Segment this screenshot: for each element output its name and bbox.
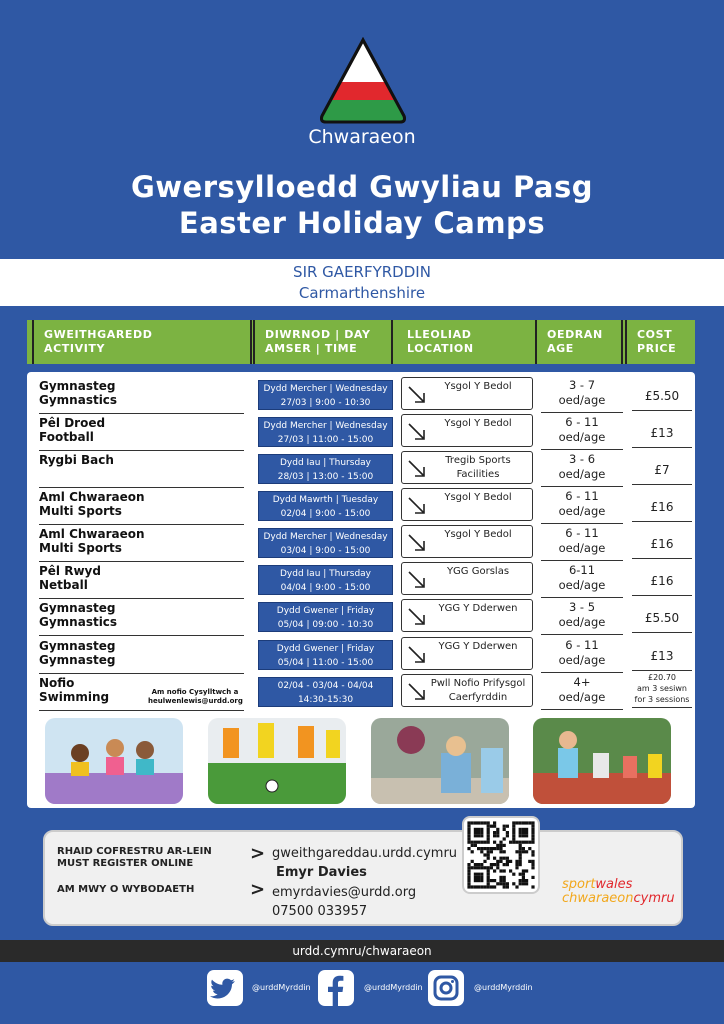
twitter-handle[interactable]: @urddMyrddin	[252, 983, 311, 992]
table-row: Pêl Droed Football	[39, 416, 244, 451]
location-cell: YGG Gorslas	[401, 562, 533, 595]
table-row: Aml Chwaraeon Multi Sports	[39, 527, 244, 562]
date-time-cell: Dydd Mercher | Wednesday 27/03 | 9:00 - 10:30	[258, 380, 393, 410]
location-cell: Tregib Sports Facilities	[401, 451, 533, 484]
table-row: Aml Chwaraeon Multi Sports	[39, 490, 244, 525]
age-cell: 6 - 11 oed/age	[541, 526, 623, 561]
facebook-icon[interactable]	[318, 970, 354, 1006]
sport-wales-logo: sportwales chwaraeoncymru	[562, 877, 675, 906]
register-label: RHAID COFRESTRU AR-LEIN MUST REGISTER ONLINE	[57, 846, 212, 869]
age-cell: 3 - 6 oed/age	[541, 452, 623, 487]
table-row: Nofio Swimming Am nofio Cysylltwch a heulwenlewis@urdd.org	[39, 676, 244, 711]
date-time-cell: Dydd Mercher | Wednesday 27/03 | 11:00 - 15:00	[258, 417, 393, 447]
date-time-cell: Dydd Iau | Thursday 04/04 | 9:00 - 15:00	[258, 565, 393, 595]
table-row: Gymnasteg Gymnastics	[39, 601, 244, 636]
date-time-cell: Dydd Mawrth | Tuesday 02/04 | 9:00 - 15:00	[258, 491, 393, 521]
age-cell: 3 - 7 oed/age	[541, 378, 623, 413]
swimming-note: Am nofio Cysylltwch a heulwenlewis@urdd.org	[148, 688, 243, 705]
header-age: OEDRAN AGE	[535, 320, 623, 364]
header-when: DIWRNOD | DAY AMSER | TIME	[253, 320, 393, 364]
photo-netball	[371, 718, 509, 804]
date-time-cell: Dydd Mercher | Wednesday 03/04 | 9:00 - 15:00	[258, 528, 393, 558]
chevron-right-icon: >	[250, 843, 266, 864]
location-cell: Ysgol Y Bedol	[401, 525, 533, 558]
header-activity: GWEITHGAREDD ACTIVITY	[32, 320, 252, 364]
date-time-cell: Dydd Gwener | Friday 05/04 | 11:00 - 15:00	[258, 640, 393, 670]
age-cell: 4+ oed/age	[541, 675, 623, 710]
table-row: Gymnasteg Gymnasteg	[39, 639, 244, 674]
location-cell: YGG Y Dderwen	[401, 599, 533, 632]
chwaraeon-logo	[318, 36, 408, 126]
facebook-handle[interactable]: @urddMyrddin	[364, 983, 423, 992]
twitter-icon[interactable]	[207, 970, 243, 1006]
arrow-down-right-icon	[406, 606, 428, 628]
age-cell: 6 - 11 oed/age	[541, 489, 623, 524]
price-cell: £13	[632, 419, 692, 448]
photo-gymnastics	[45, 718, 183, 804]
age-cell: 6 - 11 oed/age	[541, 638, 623, 673]
location-cell: Ysgol Y Bedol	[401, 377, 533, 410]
email-link[interactable]: emyrdavies@urdd.org	[272, 885, 417, 900]
county-welsh: SIR GAERFYRDDIN	[293, 263, 431, 281]
arrow-down-right-icon	[406, 384, 428, 406]
arrow-down-right-icon	[406, 569, 428, 591]
location-cell: Ysgol Y Bedol	[401, 414, 533, 447]
header-location: LLEOLIAD LOCATION	[407, 328, 474, 355]
title-english: Easter Holiday Camps	[178, 206, 546, 240]
price-cell: £20.70 am 3 sesiwn for 3 sessions	[632, 672, 692, 708]
header-price: COST PRICE	[625, 320, 695, 364]
contact-name: Emyr Davies	[276, 865, 367, 880]
footer-url[interactable]: urdd.cymru/chwaraeon	[0, 940, 724, 962]
county-banner	[0, 259, 724, 306]
qr-code[interactable]	[462, 816, 540, 894]
arrow-down-right-icon	[406, 681, 428, 703]
location-cell: YGG Y Dderwen	[401, 637, 533, 670]
arrow-down-right-icon	[406, 421, 428, 443]
price-cell: £5.50	[632, 382, 692, 411]
price-cell: £7	[632, 456, 692, 485]
table-header	[27, 320, 695, 364]
age-cell: 3 - 5 oed/age	[541, 600, 623, 635]
title-welsh: Gwersylloedd Gwyliau Pasg	[130, 170, 594, 204]
date-time-cell: Dydd Iau | Thursday 28/03 | 13:00 - 15:00	[258, 454, 393, 484]
instagram-icon[interactable]	[428, 970, 464, 1006]
more-info-label: AM MWY O WYBODAETH	[57, 884, 195, 895]
price-cell: £16	[632, 493, 692, 522]
date-time-cell: 02/04 - 03/04 - 04/04 14:30-15:30	[258, 677, 393, 707]
brand-name: Chwaraeon	[308, 126, 416, 148]
arrow-down-right-icon	[406, 532, 428, 554]
chevron-right-icon: >	[250, 879, 266, 900]
instagram-handle[interactable]: @urddMyrddin	[474, 983, 533, 992]
price-cell: £13	[632, 642, 692, 671]
photo-football	[208, 718, 346, 804]
table-row: Rygbi Bach	[39, 453, 244, 488]
price-cell: £16	[632, 567, 692, 596]
location-cell: Pwll Nofio Prifysgol Caerfyrddin	[401, 674, 533, 707]
age-cell: 6 - 11 oed/age	[541, 415, 623, 450]
date-time-cell: Dydd Gwener | Friday 05/04 | 09:00 - 10:30	[258, 602, 393, 632]
price-cell: £5.50	[632, 604, 692, 633]
arrow-down-right-icon	[406, 495, 428, 517]
table-row: Pêl Rwyd Netball	[39, 564, 244, 599]
arrow-down-right-icon	[406, 458, 428, 480]
phone-number: 07500 033957	[272, 904, 368, 919]
location-cell: Ysgol Y Bedol	[401, 488, 533, 521]
photo-athletics	[533, 718, 671, 804]
age-cell: 6-11 oed/age	[541, 563, 623, 598]
price-cell: £16	[632, 530, 692, 559]
table-row: Gymnasteg Gymnastics	[39, 379, 244, 414]
website-link[interactable]: gweithgareddau.urdd.cymru	[272, 846, 458, 861]
arrow-down-right-icon	[406, 644, 428, 666]
county-english: Carmarthenshire	[298, 284, 426, 302]
